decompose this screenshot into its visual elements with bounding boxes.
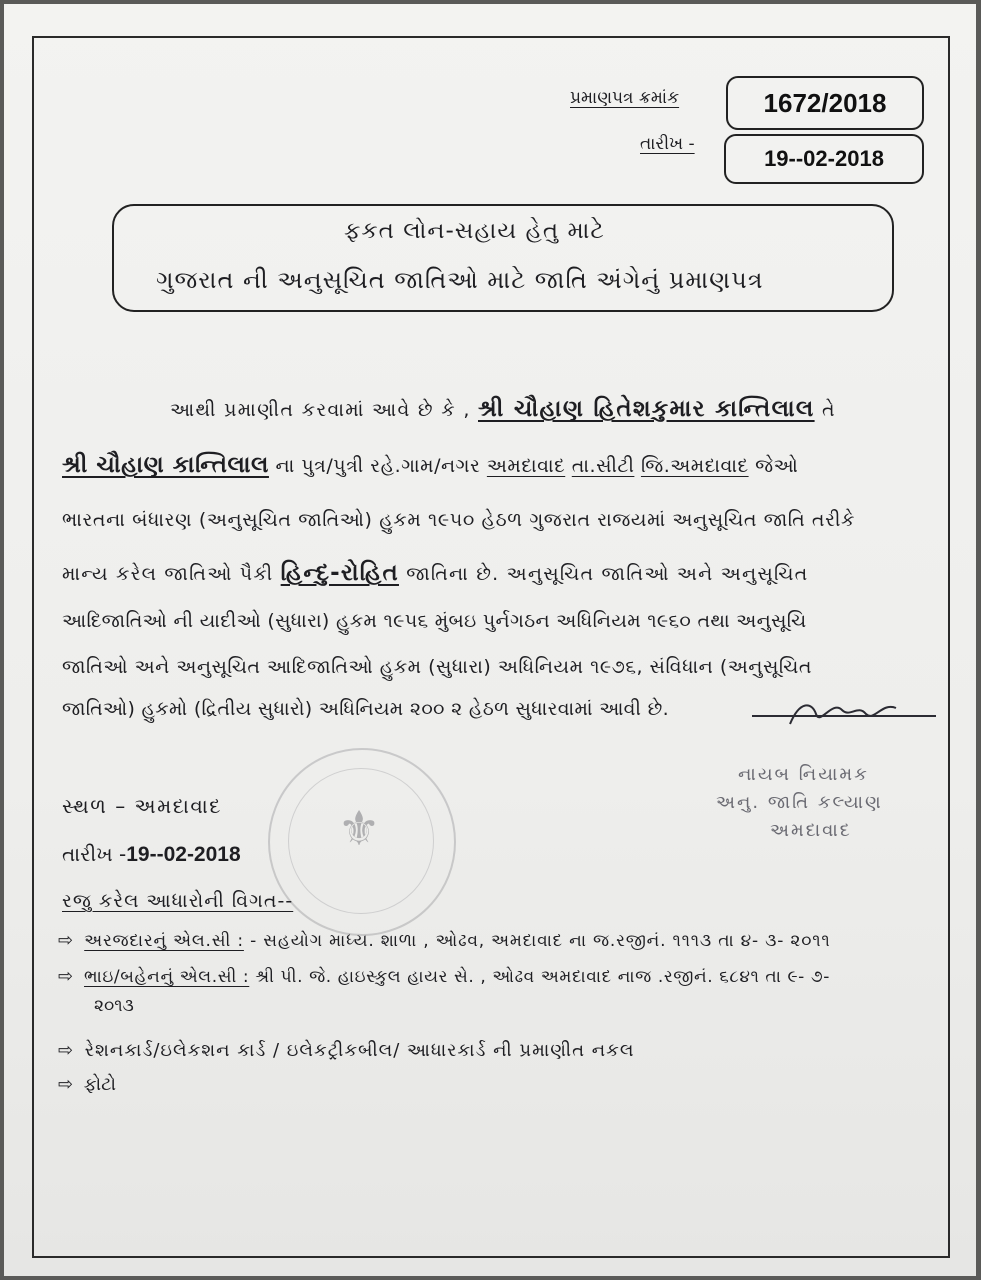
- document-4-text: ફોટો: [83, 1074, 117, 1095]
- arrow-right-icon: ⇨: [58, 1040, 75, 1061]
- district: જિ.અમદાવાદ: [640, 455, 749, 477]
- documents-heading: રજુ કરેલ આધારોની વિગત--: [62, 890, 294, 912]
- body-line-6: જાતિઓ અને અનુસૂચિત આદિજાતિઓ હુકમ (સુધારા) અધિનિયમ ૧૯૭૬, સંવિધાન (અનુસૂચિત: [62, 656, 812, 678]
- document-2-label: ભાઇ/બહેનનું એલ.સી :: [84, 967, 250, 987]
- body-l1-suffix: તે: [821, 399, 836, 421]
- document-3-text: રેશનકાર્ડ/ઇલેકશન કાર્ડ / ઇલેકટ્રીકબીલ/ આધારકાર્ડ ની પ્રમાણીત નકલ: [84, 1040, 635, 1061]
- arrow-right-icon: ⇨: [58, 966, 74, 987]
- body-line-5: આદિજાતિઓ ની યાદીઓ (સુધારા) હુકમ ૧૯૫૬ મુંબઇ પુર્નગઠન અધિનિયમ ૧૯૬૦ તથા અનુસૂચિ: [62, 610, 807, 632]
- body-line-3: ભારતના બંધારણ (અનુસૂચિત જાતિઓ) હુકમ ૧૯૫૦ હેઠળ ગુજરાત રાજયમાં અનુસૂચિત જાતિ તરીકે: [62, 509, 856, 531]
- caste-name: હિન્દુ-રોહિત: [280, 560, 399, 586]
- body-line-2: [62, 452, 798, 478]
- document-1-text: - સહયોગ માધ્ય. શાળા , ઓઢવ, અમદાવાદ ના જ.રજીનં. ૧૧૧૩ તા ૪- ૩- ૨૦૧૧: [250, 931, 831, 951]
- city: અમદાવાદ: [486, 455, 566, 477]
- body-l4-suffix: જાતિના છે. અનુસૂચિત જાતિઓ અને અનુસૂચિત: [406, 563, 809, 585]
- father-name: શ્રી ચૌહાણ કાન્તિલાલ: [62, 452, 269, 478]
- certificate-date-label: તારીખ -: [640, 134, 695, 154]
- certificate-number-box: [726, 76, 924, 130]
- body-line-4: [62, 560, 808, 586]
- title-line-1: ફકત લોન-સહાય હેતુ માટે: [344, 218, 605, 244]
- body-line-7: જાતિઓ) હુકમો (દ્રિતીય સુધારો) અધિનિયમ ૨૦૦ ૨ હેઠળ સુધારવામાં આવી છે.: [62, 698, 669, 720]
- applicant-name: શ્રી ચૌહાણ હિતેશકુમાર કાન્તિલાલ: [478, 396, 815, 422]
- body-line-1: [170, 396, 836, 422]
- place-date-value: 19--02-2018: [126, 843, 241, 866]
- document-2-continued: ૨૦૧૩: [94, 996, 134, 1016]
- place-label: સ્થળ – અમદાવાદ: [62, 794, 222, 818]
- document-3: [58, 1040, 634, 1061]
- emblem-icon: ⚜: [337, 801, 381, 857]
- officer-title: નાયબ નિયામક: [738, 764, 869, 785]
- document-2-text: શ્રી પી. જે. હાઇસ્કુલ હાયર સે. , ઓઢવ અમદાવાદ નાજ .રજીનં. ૬૮૪૧ તા ૯- ૭-: [255, 967, 831, 987]
- arrow-right-icon: ⇨: [58, 1074, 74, 1095]
- body-intro: આથી પ્રમાણીત કરવામાં આવે છે કે ,: [170, 399, 471, 421]
- title-line-2: ગુજરાત ની અનુસૂચિત જાતિઓ માટે જાતિ અંગેનું પ્રમાણપત્ર: [156, 266, 764, 294]
- officer-city: અમદાવાદ: [770, 820, 852, 841]
- body-l4-prefix: માન્ય કરેલ જાતિઓ પૈકી: [62, 563, 274, 585]
- body-l2-end: જેઓ: [755, 455, 799, 477]
- certificate-number-label: પ્રમાણપત્ર ક્રમાંક: [570, 88, 680, 108]
- certificate-date: 19--02-2018: [764, 146, 884, 171]
- certificate-number: 1672/2018: [763, 87, 887, 118]
- certificate-date-box: [724, 134, 924, 184]
- document-1: [58, 930, 831, 951]
- signature: [750, 694, 940, 734]
- document-2: [58, 966, 830, 987]
- officer-dept: અનુ. જાતિ કલ્યાણ: [716, 792, 883, 813]
- certificate-page: [4, 4, 976, 1276]
- arrow-right-icon: ⇨: [58, 930, 74, 951]
- document-4: [58, 1074, 116, 1095]
- place-date: [62, 842, 241, 867]
- taluka: તા.સીટી: [571, 455, 635, 477]
- document-1-label: અરજદારનું એલ.સી :: [84, 931, 244, 951]
- body-l2-mid: ના પુત્ર/પુત્રી રહે.ગામ/નગર: [275, 455, 481, 477]
- place-date-label: તારીખ -: [62, 842, 127, 866]
